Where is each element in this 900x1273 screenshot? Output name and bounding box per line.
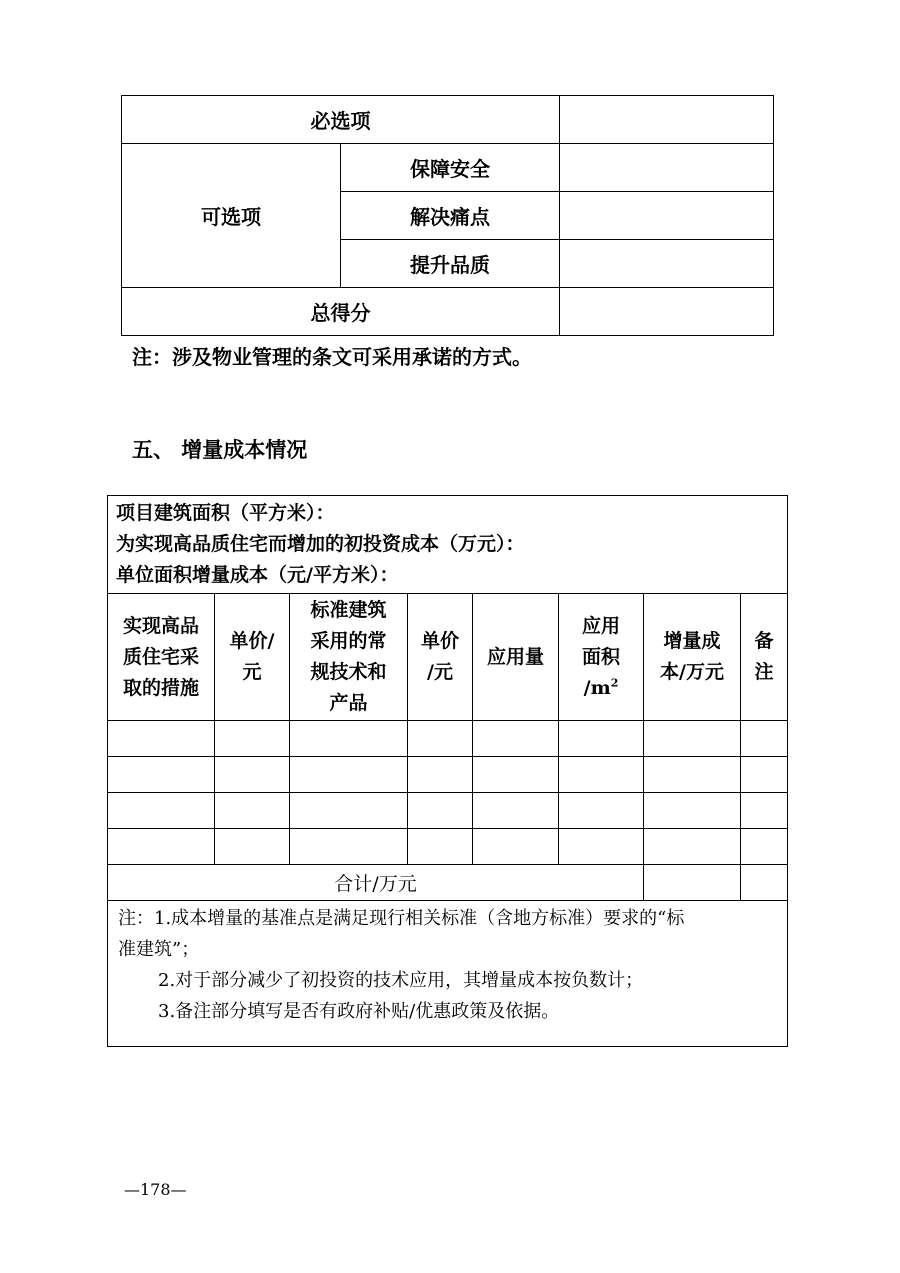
note-line-1b: 准建筑”； [118, 939, 200, 960]
table-cell[interactable] [408, 829, 473, 865]
table-cell[interactable] [108, 757, 215, 793]
table-cell[interactable] [108, 793, 215, 829]
header-text: 注 [754, 661, 774, 683]
header-text: 备 [754, 630, 774, 652]
table-cell[interactable] [741, 757, 788, 793]
header-text: 应用 [581, 614, 620, 637]
optional-item-safety: 保障安全 [341, 144, 560, 192]
table-cell[interactable] [644, 829, 741, 865]
header-standard-tech [290, 594, 408, 721]
header-measures [108, 594, 215, 721]
table-cell[interactable] [290, 829, 408, 865]
painpoint-score-cell[interactable] [560, 192, 774, 240]
header-text: 增量成 [663, 630, 721, 652]
note-line-3: 3.备注部分填写是否有政府补贴/优惠政策及依据。 [158, 1001, 560, 1022]
table-cell[interactable] [108, 829, 215, 865]
info-investment: 为实现高品质住宅而增加的初投资成本（万元）： [116, 533, 525, 555]
note-line-1: 注：1.成本增量的基准点是满足现行相关标准（含地方标准）要求的“标 [118, 908, 685, 929]
header-text: 标准建筑 [310, 599, 387, 621]
header-text: 单价 [420, 630, 459, 652]
table-cell[interactable] [473, 757, 559, 793]
table-cell[interactable] [473, 829, 559, 865]
header-text: 质住宅采 [122, 645, 199, 668]
table-cell[interactable] [215, 721, 290, 757]
table-cell[interactable] [408, 757, 473, 793]
header-text: 取的措施 [122, 676, 199, 699]
note-line-2: 2.对于部分减少了初投资的技术应用，其增量成本按负数计； [158, 970, 644, 991]
project-info [108, 496, 788, 594]
score-note: 注：涉及物业管理的条文可采用承诺的方式。 [132, 345, 532, 369]
quality-score-cell[interactable] [560, 240, 774, 288]
table-cell[interactable] [215, 793, 290, 829]
table-cell[interactable] [644, 793, 741, 829]
header-text: /元 [427, 661, 453, 683]
safety-score-cell[interactable] [560, 144, 774, 192]
table-cell[interactable] [108, 721, 215, 757]
total-score-label: 总得分 [122, 288, 560, 336]
cost-notes [108, 901, 788, 1047]
area-unit-sup: 2 [610, 676, 619, 690]
table-cell[interactable] [215, 829, 290, 865]
optional-item-quality: 提升品质 [341, 240, 560, 288]
table-cell[interactable] [741, 793, 788, 829]
table-cell[interactable] [559, 793, 644, 829]
table-cell[interactable] [644, 721, 741, 757]
total-score-cell[interactable] [560, 288, 774, 336]
table-row [108, 721, 788, 757]
table-cell[interactable] [559, 721, 644, 757]
table-cell[interactable] [473, 721, 559, 757]
table-row [108, 793, 788, 829]
info-unit-cost: 单位面积增量成本（元/平方米）： [116, 564, 399, 586]
info-area: 项目建筑面积（平方米）： [116, 502, 335, 524]
area-unit: /m [583, 676, 611, 699]
table-cell[interactable] [559, 757, 644, 793]
table-cell[interactable] [290, 793, 408, 829]
table-row [108, 829, 788, 865]
table-cell[interactable] [741, 829, 788, 865]
table-cell[interactable] [644, 757, 741, 793]
table-cell[interactable] [290, 721, 408, 757]
header-text: 面积 [581, 645, 620, 668]
optional-label: 可选项 [122, 144, 341, 288]
header-incremental-cost [644, 594, 741, 721]
table-cell[interactable] [408, 721, 473, 757]
header-usage: 应用量 [473, 594, 559, 721]
section-title: 五、 增量成本情况 [132, 437, 308, 462]
table-row [108, 757, 788, 793]
header-remark [741, 594, 788, 721]
header-text: 元 [242, 661, 262, 683]
header-text: 规技术和 [310, 661, 387, 683]
page-number: —178— [124, 1180, 187, 1199]
header-unit-price-2 [408, 594, 473, 721]
header-text: 实现高品 [122, 614, 199, 637]
table-cell[interactable] [741, 721, 788, 757]
header-text: 本/万元 [660, 661, 724, 683]
score-table [121, 95, 774, 336]
total-remark-cell[interactable] [741, 865, 788, 901]
required-label: 必选项 [122, 96, 560, 144]
total-label: 合计/万元 [108, 865, 644, 901]
table-cell[interactable] [290, 757, 408, 793]
header-text: 采用的常 [310, 630, 387, 652]
header-text: 产品 [329, 692, 368, 714]
total-row [108, 865, 788, 901]
table-cell[interactable] [473, 793, 559, 829]
cost-table [107, 495, 788, 1047]
total-cost-cell[interactable] [644, 865, 741, 901]
table-cell[interactable] [215, 757, 290, 793]
header-unit-price-1 [215, 594, 290, 721]
table-cell[interactable] [559, 829, 644, 865]
header-text [559, 673, 643, 704]
table-cell[interactable] [408, 793, 473, 829]
header-text: 单价/ [229, 630, 275, 652]
header-area [559, 594, 644, 721]
optional-item-painpoint: 解决痛点 [341, 192, 560, 240]
required-score-cell[interactable] [560, 96, 774, 144]
